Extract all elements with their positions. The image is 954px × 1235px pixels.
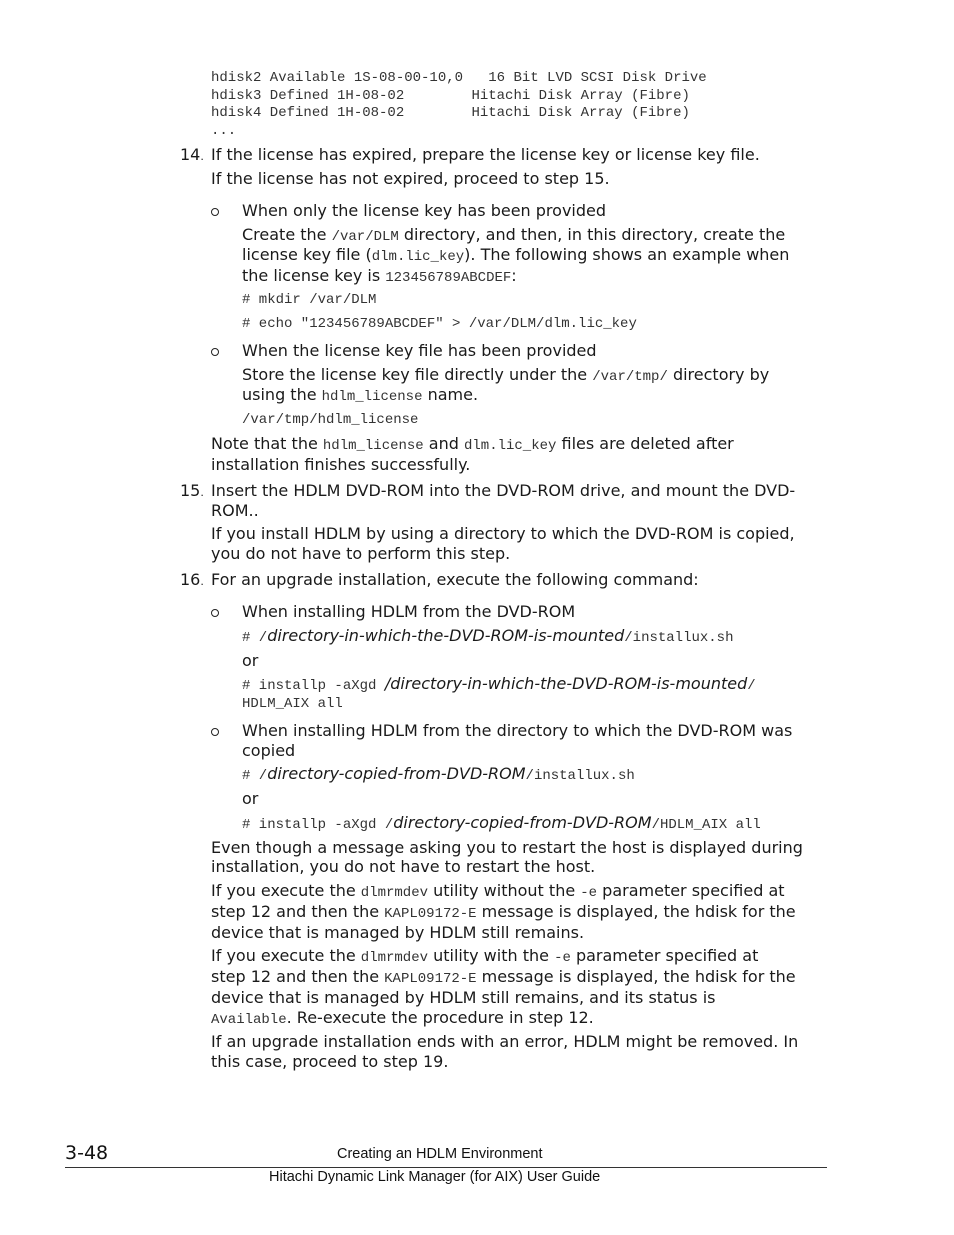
- code-line: hdisk4 Defined 1H-08-02 Hitachi Disk Array (Fibre): [211, 105, 690, 121]
- step-text: Insert the HDLM DVD-ROM into the DVD-ROM drive, and mount the DVD-: [211, 481, 796, 500]
- command-line: HDLM_AIX all: [242, 696, 343, 712]
- paragraph-line: license key file (dlm.lic_key). The following shows an example when: [242, 245, 790, 265]
- paragraph-line: If an upgrade installation ends with an error, HDLM might be removed. In: [211, 1032, 799, 1051]
- bullet-icon: [211, 728, 219, 736]
- paragraph-line: step 12 and then the KAPL09172-E message is displayed, the hdisk for the: [211, 902, 796, 922]
- or-text: or: [242, 789, 259, 808]
- bullet-icon: [211, 348, 219, 356]
- step-text: For an upgrade installation, execute the following command:: [211, 570, 699, 589]
- command-line: # installp -aXgd /directory-copied-from-DVD-ROM/HDLM_AIX all: [242, 813, 761, 833]
- command-line: /var/tmp/hdlm_license: [242, 412, 419, 428]
- step-text: If the license has expired, prepare the license key or license key file.: [211, 145, 760, 164]
- code-line: hdisk2 Available 1S-08-00-10,0 16 Bit LVD SCSI Disk Drive: [211, 70, 707, 86]
- paragraph-line: Even though a message asking you to restart the host is displayed during: [211, 838, 803, 857]
- paragraph-line: Available. Re-execute the procedure in step 12.: [211, 1008, 594, 1028]
- paragraph-line: If you execute the dlmrmdev utility with the -e parameter specified at: [211, 946, 759, 966]
- bullet-title: When installing HDLM from the directory to which the DVD-ROM was: [242, 721, 793, 740]
- note-line: Note that the hdlm_license and dlm.lic_key files are deleted after: [211, 434, 734, 454]
- paragraph-line: using the hdlm_license name.: [242, 385, 479, 405]
- step-text: If the license has not expired, proceed to step 15.: [211, 169, 610, 188]
- paragraph-line: the license key is 123456789ABCDEF:: [242, 266, 517, 286]
- footer-chapter: Creating an HDLM Environment: [337, 1146, 543, 1162]
- command-line: # installp -aXgd /directory-in-which-the-DVD-ROM-is-mounted/: [242, 674, 756, 694]
- page-number: 3-48: [65, 1142, 109, 1164]
- code-line: ...: [211, 123, 237, 139]
- paragraph-line: device that is managed by HDLM still remains, and its status is: [211, 988, 716, 1007]
- paragraph-line: step 12 and then the KAPL09172-E message is displayed, the hdisk for the: [211, 967, 796, 987]
- paragraph-line: device that is managed by HDLM still remains.: [211, 923, 585, 942]
- footer-rule: [65, 1167, 827, 1168]
- command-line: # mkdir /var/DLM: [242, 292, 377, 308]
- command-line: # /directory-copied-from-DVD-ROM/installux.sh: [242, 764, 635, 784]
- bullet-icon: [211, 609, 219, 617]
- bullet-icon: [211, 208, 219, 216]
- bullet-title: When installing HDLM from the DVD-ROM: [242, 602, 576, 621]
- paragraph-line: this case, proceed to step 19.: [211, 1052, 449, 1071]
- bullet-title: When only the license key has been provided: [242, 201, 607, 220]
- paragraph-line: Store the license key file directly under the /var/tmp/ directory by: [242, 365, 770, 385]
- code-line: hdisk3 Defined 1H-08-02 Hitachi Disk Array (Fibre): [211, 88, 690, 104]
- or-text: or: [242, 651, 259, 670]
- step-number: 15.: [180, 481, 204, 500]
- paragraph-line: installation, you do not have to restart the host.: [211, 857, 596, 876]
- paragraph-line: If you execute the dlmrmdev utility without the -e parameter specified at: [211, 881, 785, 901]
- note-line: installation finishes successfully.: [211, 455, 471, 474]
- step-number: 16.: [180, 570, 204, 589]
- step-text: you do not have to perform this step.: [211, 544, 511, 563]
- step-number: 14.: [180, 145, 204, 164]
- paragraph-line: Create the /var/DLM directory, and then, in this directory, create the: [242, 225, 786, 245]
- command-line: # /directory-in-which-the-DVD-ROM-is-mounted/installux.sh: [242, 626, 734, 646]
- bullet-title: When the license key file has been provided: [242, 341, 597, 360]
- footer-book-title: Hitachi Dynamic Link Manager (for AIX) User Guide: [269, 1169, 601, 1185]
- command-line: # echo "123456789ABCDEF" > /var/DLM/dlm.lic_key: [242, 316, 637, 332]
- step-text: ROM..: [211, 501, 259, 520]
- bullet-title: copied: [242, 741, 296, 760]
- step-text: If you install HDLM by using a directory to which the DVD-ROM is copied,: [211, 524, 795, 543]
